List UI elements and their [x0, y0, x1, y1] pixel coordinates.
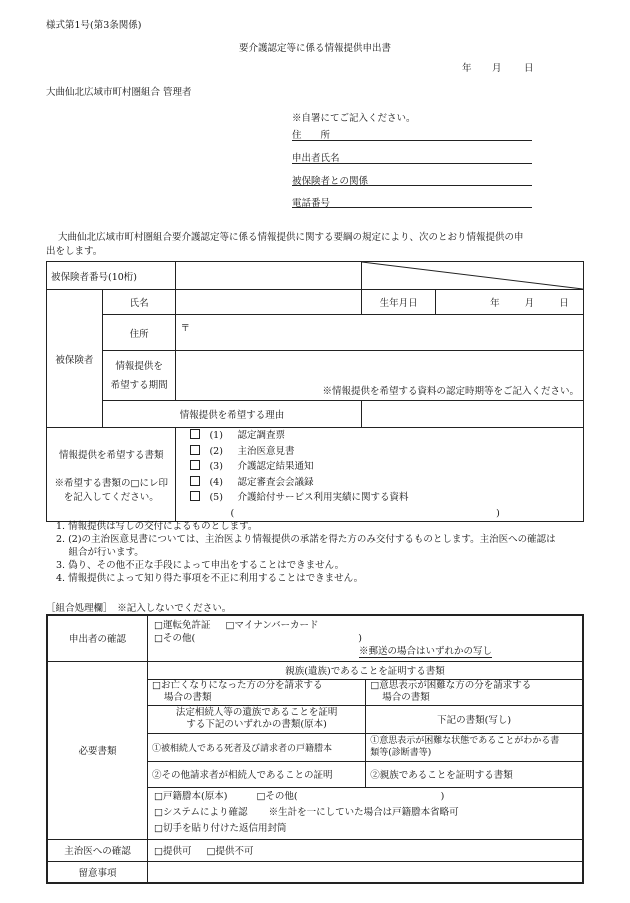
confirm-label: 申出者の確認 — [47, 615, 148, 661]
doc-option[interactable]: (2) 主治医意見書 — [190, 444, 579, 460]
birth-label: 生年月日 — [362, 290, 436, 315]
same-household-note: ※生計を一にしていた場合は戸籍謄本省略可 — [268, 807, 459, 818]
confirm-cell: □運転免許証 □マイナンバーカード □その他( ) ※郵送の場合はいずれかの写し — [148, 615, 583, 661]
other-option[interactable]: □その他( — [154, 632, 196, 644]
birth-month-label: 月 — [524, 298, 535, 309]
intro-line-2: 出をします。 — [46, 246, 103, 257]
diagonal-line — [362, 262, 583, 289]
heir-doc-2: ②その他請求者が相続人であることの証明 — [148, 761, 366, 787]
checkbox[interactable] — [190, 460, 200, 470]
address-input-line[interactable] — [292, 140, 532, 141]
note-item: 組合が行います。 — [56, 547, 144, 558]
incapable-doc-2: ②親族であることを証明する書類 — [366, 761, 583, 787]
date-day-label: 日 — [524, 63, 534, 74]
remarks-label: 留意事項 — [47, 861, 148, 883]
deceased-option[interactable]: □お亡くなりになった方の分を請求する 場合の書類 — [148, 679, 366, 705]
address-cell-label: 住所 — [102, 315, 176, 351]
period-note: ※情報提供を希望する資料の認定時期等をご記入ください。 — [322, 386, 579, 397]
doc-option[interactable]: (5) 介護給付サービス利用実績に関する資料 — [190, 490, 579, 506]
envelope-option[interactable]: □切手を貼り付けた返信用封筒 — [154, 823, 287, 834]
confirmation-methods: □戸籍謄本(原本) □その他( ) □システムにより確認 ※生計を一にしていた場合は戸籍謄本省略可 □切手を貼り付けた返信用封筒 — [148, 787, 583, 839]
insured-label: 被保険者 — [47, 290, 103, 428]
applicant-name-label: 申出者氏名 — [292, 153, 340, 164]
incapable-option[interactable]: □意思表示が困難な方の分を請求する 場合の書類 — [366, 679, 583, 705]
incapable-doc-1: ①意思表示が困難な状態であることがわかる書 類等(診断書等) — [366, 733, 583, 761]
page-title: 要介護認定等に係る情報提供申出書 — [238, 43, 391, 54]
required-docs-label: 必要書類 — [47, 661, 148, 839]
checkbox[interactable] — [190, 476, 200, 486]
koseki-option[interactable]: □戸籍謄本(原本) — [154, 791, 228, 802]
note-item: 2. (2)の主治医意見書については、主治医より情報提供の承諾を得た方のみ交付するものとします。主治医への確認は — [56, 534, 556, 545]
allow-option[interactable]: □提供可 — [154, 846, 192, 857]
doc-option[interactable]: (3) 介護認定結果通知 — [190, 459, 579, 475]
note-item: 3. 偽り、その他不正な手段によって申出をすることはできません。 — [56, 560, 345, 571]
doc-option[interactable]: (1) 認定調査票 — [190, 428, 579, 444]
address-input[interactable] — [176, 315, 584, 351]
insured-number-label: 被保険者番号(10桁) — [47, 262, 176, 290]
deny-option[interactable]: □提供不可 — [206, 846, 254, 857]
period-label-line-1: 情報提供を — [115, 360, 163, 372]
license-option[interactable]: □運転免許証 — [154, 619, 211, 631]
period-input[interactable] — [176, 351, 584, 401]
checkbox[interactable] — [190, 445, 200, 455]
mail-note: ※郵送の場合はいずれかの写し — [358, 645, 492, 657]
system-option[interactable]: □システムにより確認 — [154, 807, 248, 818]
doctor-confirm-label: 主治医への確認 — [47, 839, 148, 861]
heir-doc-1: ①被相続人である死者及び請求者の戸籍謄本 — [148, 733, 366, 761]
kinship-header: 親族(遺族)であることを証明する書類 — [148, 661, 583, 679]
doc-option[interactable]: (4) 認定審査会会議録 — [190, 475, 579, 491]
address-label: 住 所 — [292, 130, 331, 141]
reason-input[interactable] — [362, 401, 584, 428]
heir-docs-header: 法定相続人等の遺族であることを証明 する下記のいずれかの書類(原本) — [148, 705, 366, 733]
postal-mark: 〒 — [180, 323, 190, 334]
note-item: 1. 情報提供は写しの交付によるものとします。 — [56, 521, 258, 532]
applicant-instruction: ※自署にてご記入ください。 — [292, 113, 416, 124]
processing-header: ［組合処理欄］ ※記入しないでください。 — [46, 603, 232, 614]
period-label — [102, 351, 176, 401]
date-month-label: 月 — [492, 63, 502, 74]
docs-note-2: を記入してください。 — [63, 491, 159, 503]
checkbox[interactable] — [190, 491, 200, 501]
docs-note-1: ※希望する書類の□にレ印 — [54, 477, 168, 489]
reason-label: 情報提供を希望する理由 — [102, 401, 361, 428]
name-input[interactable] — [176, 290, 362, 315]
birth-year-label: 年 — [490, 298, 500, 309]
birth-input[interactable] — [436, 290, 584, 315]
period-label-line-2: 希望する期間 — [110, 379, 168, 391]
intro-line-1: 大曲仙北広域市町村圏組合要介護認定等に係る情報提供に関する要綱の規定により、次のとおり情報提供の申 — [58, 232, 524, 243]
doctor-confirm-cell — [148, 839, 583, 861]
relation-label: 被保険者との関係 — [292, 176, 369, 187]
remarks-input[interactable] — [148, 861, 583, 883]
processing-table — [46, 614, 584, 884]
applicant-name-input-line[interactable] — [292, 163, 532, 164]
insured-number-input[interactable] — [176, 262, 362, 290]
notes-list — [56, 520, 556, 585]
birth-day-label: 日 — [559, 298, 569, 309]
relation-input-line[interactable] — [292, 185, 532, 186]
phone-label: 電話番号 — [292, 198, 331, 209]
phone-input-line[interactable] — [292, 207, 532, 208]
diagonal-cell — [362, 262, 584, 290]
other2-option[interactable]: □その他( — [256, 791, 298, 802]
docs-label: 情報提供を希望する書類 — [58, 449, 164, 461]
addressee: 大曲仙北広域市町村圏組合 管理者 — [46, 87, 192, 98]
note-item: 4. 情報提供によって知り得た事項を不正に利用することはできません。 — [56, 573, 364, 584]
form-number: 様式第1号(第3条関係) — [46, 20, 142, 31]
docs-label-cell — [47, 428, 176, 522]
date-year-label: 年 — [462, 63, 472, 74]
checkbox[interactable] — [190, 429, 200, 439]
application-table — [46, 261, 584, 522]
below-docs-header: 下記の書類(写し) — [366, 705, 583, 733]
name-label: 氏名 — [102, 290, 176, 315]
docs-other-input[interactable]: ( ) — [230, 507, 500, 519]
docs-list — [176, 428, 584, 522]
mynumber-option[interactable]: □マイナンバーカード — [225, 619, 319, 631]
